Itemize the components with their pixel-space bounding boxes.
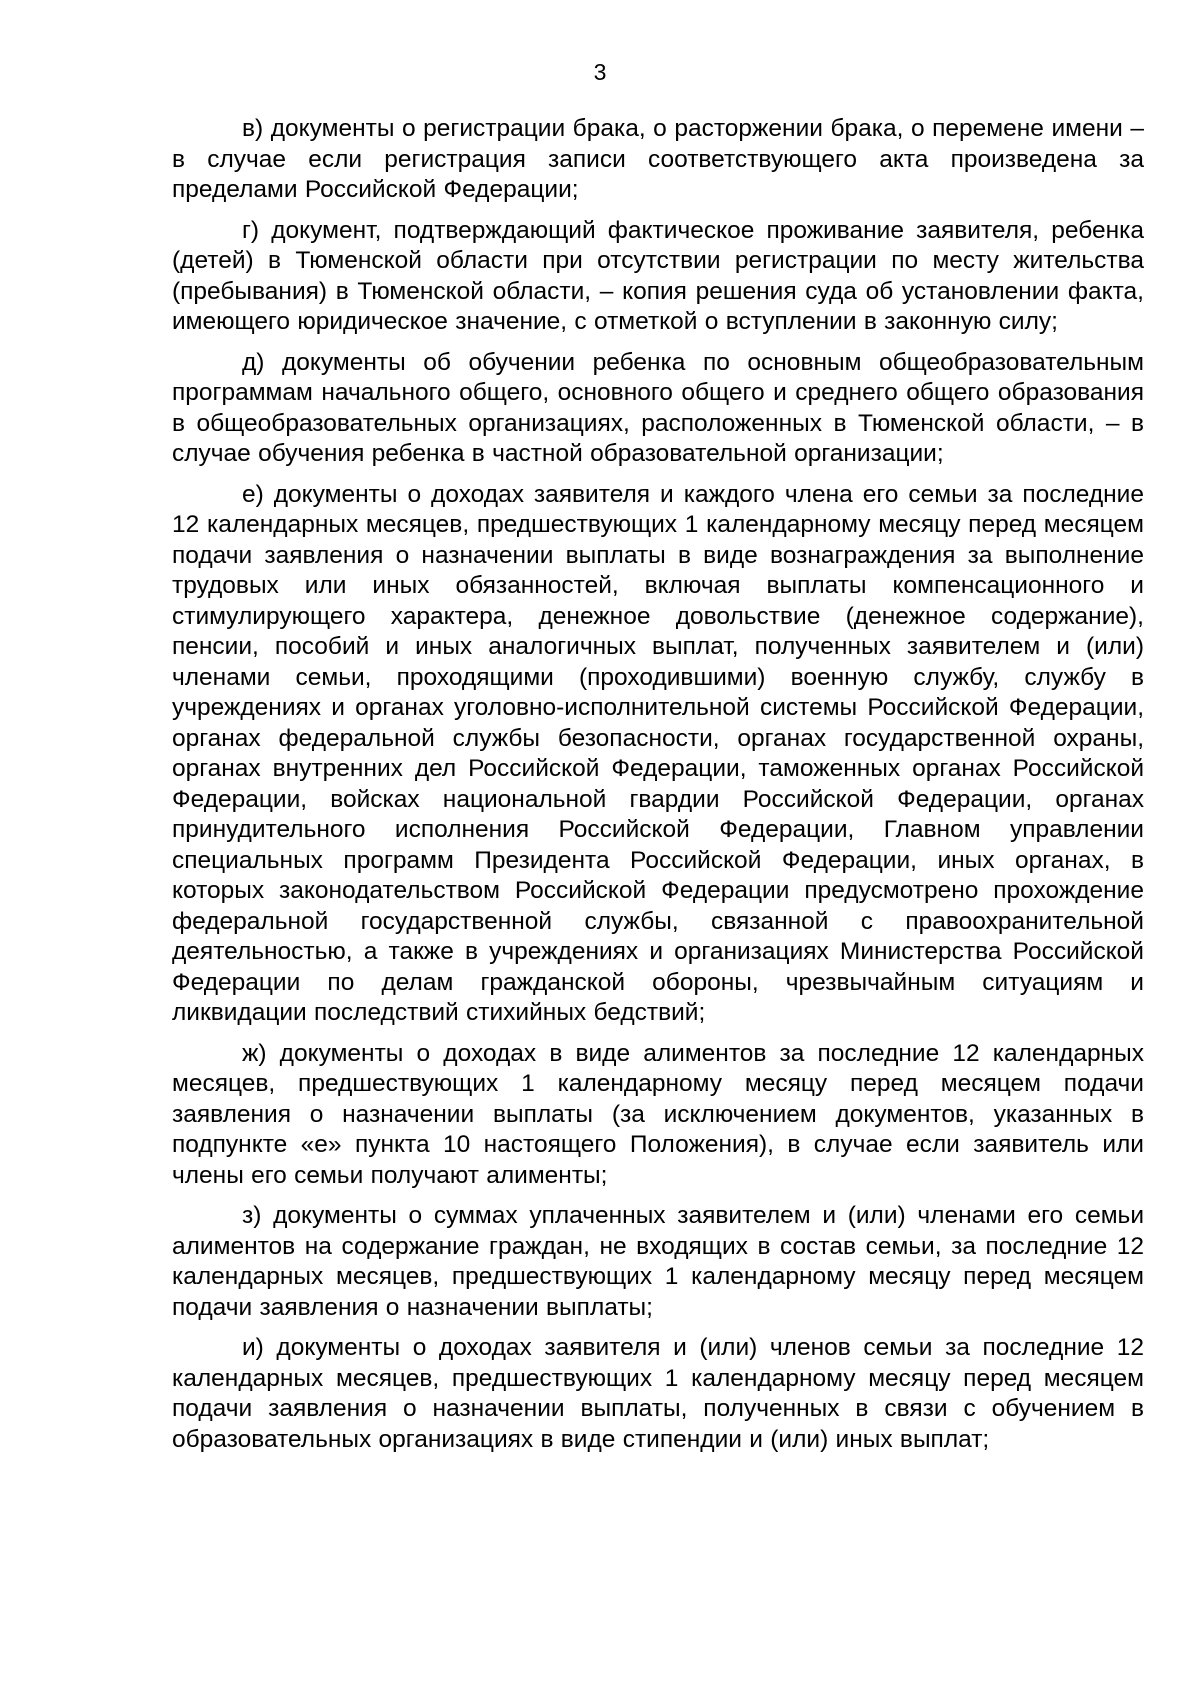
paragraph-zh: ж) документы о доходах в виде алиментов за последние 12 календарных месяцев, предшествующих 1 календарному месяцу перед месяцем подачи заявления о назначении выплаты (за исключением документов, указанных в подпункте «е» пункта 10 настоящего Положения), в случае если заявитель или члены его семьи получают алименты;: [172, 1039, 1144, 1189]
paragraph-e: е) документы о доходах заявителя и каждого члена его семьи за последние 12 календарных месяцев, предшествующих 1 календарному месяцу перед месяцем подачи заявления о назначении выплаты в виде вознаграждения за выполнение трудовых или иных обязанностей, включая выплаты компенсационного и стимулирующего характера, денежное довольствие (денежное содержание), пенсии, пособий и иных аналогичных выплат, полученных заявителем и (или) членами семьи, проходящими (проходившими) военную службу, службу в учреждениях и органах уголовно-исполнительной системы Российской Федерации, органах федеральной службы безопасности, органах государственной охраны, органах внутренних дел Российской Федерации, таможенных органах Российской Федерации, войсках национальной гвардии Российской Федерации, органах принудительного исполнения Российской Федерации, Главном управлении специальных программ Президента Российской Федерации, иных органах, в которых законодательством Российской Федерации предусмотрено прохождение федеральной государственной службы, связанной с правоохранительной деятельностью, а также в учреждениях и организациях Министерства Российской Федерации по делам гражданской обороны, чрезвычайным ситуациям и ликвидации последствий стихийных бедствий;: [172, 480, 1144, 1026]
page-number: 3: [593, 59, 607, 85]
paragraph-g: г) документ, подтверждающий фактическое проживание заявителя, ребенка (детей) в Тюменской области при отсутствии регистрации по месту жительства (пребывания) в Тюменской области, – копия решения суда об установлении факта, имеющего юридическое значение, с отметкой о вступлении в законную силу;: [172, 216, 1144, 335]
document-body: [172, 114, 1144, 1465]
paragraph-d: д) документы об обучении ребенка по основным общеобразовательным программам начального общего, основного общего и среднего общего образования в общеобразовательных организациях, расположенных в Тюменской области, – в случае обучения ребенка в частной образовательной организации;: [172, 348, 1144, 467]
paragraph-z: з) документы о суммах уплаченных заявителем и (или) членами его семьи алиментов на содержание граждан, не входящих в состав семьи, за последние 12 календарных месяцев, предшествующих 1 календарному месяцу перед месяцем подачи заявления о назначении выплаты;: [172, 1202, 1144, 1321]
paragraph-i: и) документы о доходах заявителя и (или) членов семьи за последние 12 календарных месяцев, предшествующих 1 календарному месяцу перед месяцем подачи заявления о назначении выплаты, полученных в связи с обучением в образовательных организациях в виде стипендии и (или) иных выплат;: [172, 1334, 1144, 1453]
paragraph-v: в) документы о регистрации брака, о расторжении брака, о перемене имени – в случае если регистрация записи соответствующего акта произведена за пределами Российской Федерации;: [172, 115, 1144, 203]
